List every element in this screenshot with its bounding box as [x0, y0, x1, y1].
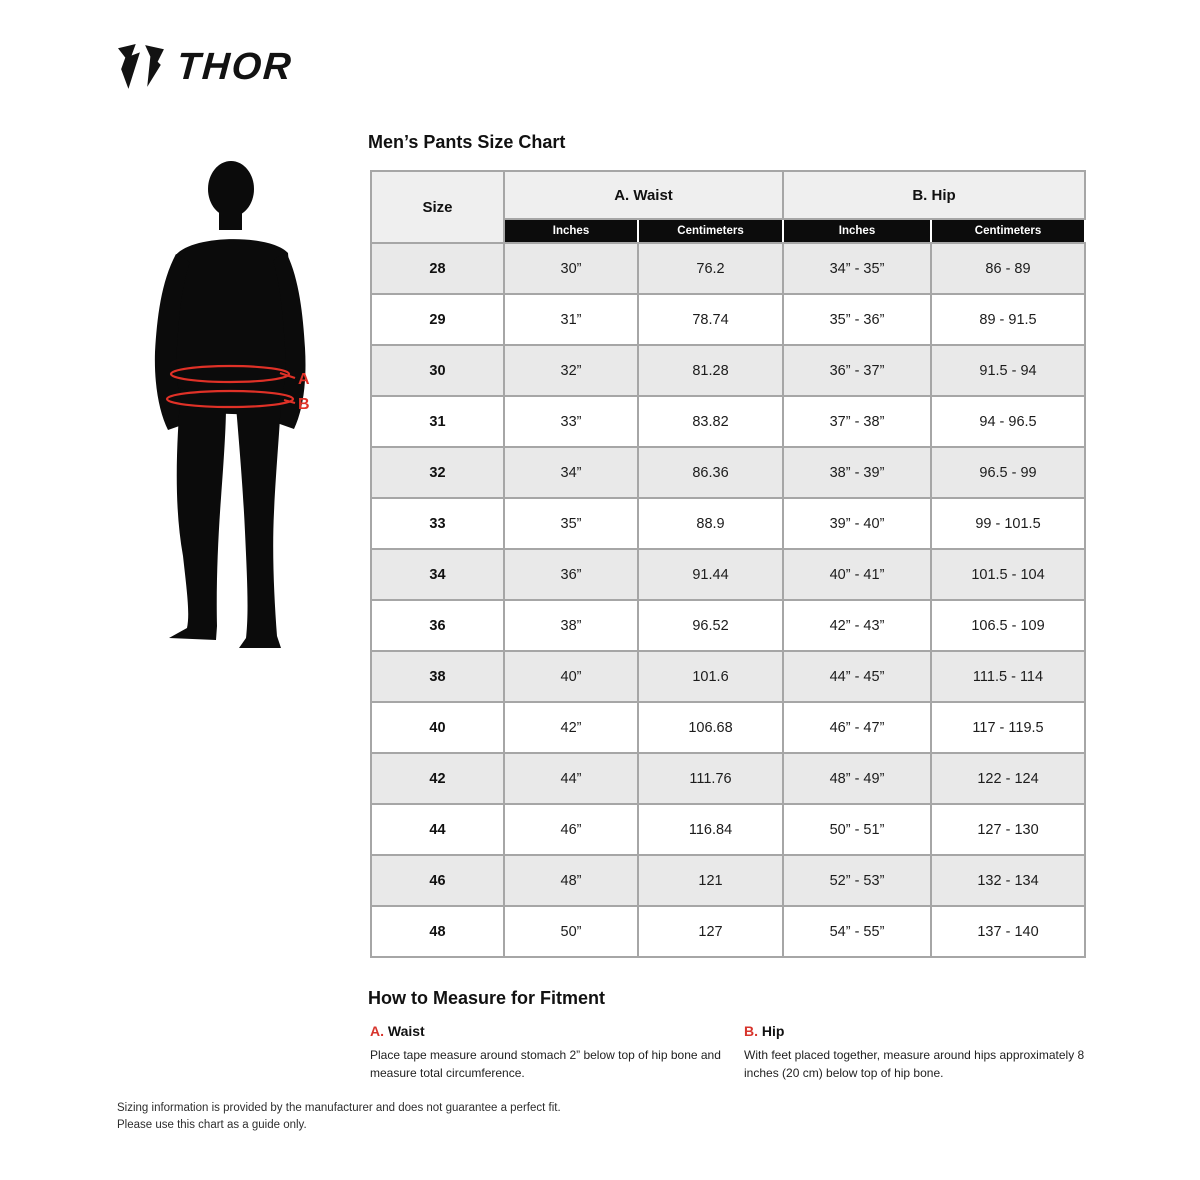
table-row — [371, 549, 1085, 600]
measure-item-waist — [370, 1023, 722, 1082]
cell-hip-centimeters: 86 - 89 — [931, 243, 1085, 294]
cell-waist-centimeters: 111.76 — [638, 753, 783, 804]
cell-hip-inches: 52” - 53” — [783, 855, 931, 906]
cell-hip-inches: 42” - 43” — [783, 600, 931, 651]
cell-hip-centimeters: 99 - 101.5 — [931, 498, 1085, 549]
cell-hip-inches: 48” - 49” — [783, 753, 931, 804]
table-row — [371, 396, 1085, 447]
howto-title: How to Measure for Fitment — [368, 988, 606, 1008]
subheader-waist-inches: Inches — [504, 219, 638, 243]
cell-waist-inches: 50” — [504, 906, 638, 957]
table-row — [371, 345, 1085, 396]
cell-waist-centimeters: 116.84 — [638, 804, 783, 855]
table-row — [371, 702, 1085, 753]
measure-letter-a: A. — [370, 1023, 384, 1039]
cell-waist-inches: 33” — [504, 396, 638, 447]
cell-hip-centimeters: 89 - 91.5 — [931, 294, 1085, 345]
table-row — [371, 447, 1085, 498]
cell-waist-centimeters: 106.68 — [638, 702, 783, 753]
cell-waist-centimeters: 81.28 — [638, 345, 783, 396]
cell-hip-inches: 46” - 47” — [783, 702, 931, 753]
cell-waist-centimeters: 127 — [638, 906, 783, 957]
cell-waist-inches: 42” — [504, 702, 638, 753]
cell-waist-centimeters: 83.82 — [638, 396, 783, 447]
cell-size: 38 — [371, 651, 504, 702]
cell-waist-centimeters: 96.52 — [638, 600, 783, 651]
cell-hip-centimeters: 117 - 119.5 — [931, 702, 1085, 753]
hip-label-b: B — [298, 396, 310, 413]
cell-hip-inches: 35” - 36” — [783, 294, 931, 345]
cell-hip-centimeters: 132 - 134 — [931, 855, 1085, 906]
cell-waist-inches: 48” — [504, 855, 638, 906]
cell-hip-inches: 36” - 37” — [783, 345, 931, 396]
table-row — [371, 294, 1085, 345]
cell-hip-centimeters: 94 - 96.5 — [931, 396, 1085, 447]
cell-hip-centimeters: 96.5 - 99 — [931, 447, 1085, 498]
cell-size: 42 — [371, 753, 504, 804]
cell-hip-inches: 40” - 41” — [783, 549, 931, 600]
cell-hip-inches: 34” - 35” — [783, 243, 931, 294]
cell-waist-inches: 30” — [504, 243, 638, 294]
cell-size: 40 — [371, 702, 504, 753]
cell-waist-inches: 46” — [504, 804, 638, 855]
brand-wordmark: THOR — [175, 46, 295, 88]
cell-hip-centimeters: 137 - 140 — [931, 906, 1085, 957]
cell-waist-inches: 34” — [504, 447, 638, 498]
cell-hip-centimeters: 91.5 - 94 — [931, 345, 1085, 396]
cell-waist-centimeters: 88.9 — [638, 498, 783, 549]
cell-waist-centimeters: 91.44 — [638, 549, 783, 600]
thor-claw-icon — [118, 42, 166, 92]
cell-size: 33 — [371, 498, 504, 549]
table-row — [371, 855, 1085, 906]
size-table-header — [371, 171, 1085, 243]
measure-name-hip: Hip — [761, 1023, 785, 1039]
cell-hip-centimeters: 111.5 - 114 — [931, 651, 1085, 702]
measure-name-waist: Waist — [387, 1023, 425, 1039]
cell-waist-centimeters: 78.74 — [638, 294, 783, 345]
waist-label-a: A — [298, 371, 310, 388]
cell-hip-centimeters: 122 - 124 — [931, 753, 1085, 804]
subheader-hip-inches: Inches — [783, 219, 931, 243]
cell-waist-centimeters: 76.2 — [638, 243, 783, 294]
cell-size: 46 — [371, 855, 504, 906]
table-row — [371, 906, 1085, 957]
cell-size: 48 — [371, 906, 504, 957]
male-silhouette-figure — [145, 156, 360, 661]
cell-waist-centimeters: 121 — [638, 855, 783, 906]
cell-waist-inches: 31” — [504, 294, 638, 345]
table-row — [371, 243, 1085, 294]
cell-hip-inches: 37” - 38” — [783, 396, 931, 447]
cell-waist-inches: 32” — [504, 345, 638, 396]
measure-desc-hip: With feet placed together, measure around hips approximately 8 inches (20 cm) below top of hip bone. — [744, 1048, 1085, 1080]
sizing-disclaimer-line2: Please use this chart as a guide only. — [117, 1119, 307, 1131]
cell-size: 44 — [371, 804, 504, 855]
cell-hip-inches: 54” - 55” — [783, 906, 931, 957]
cell-waist-inches: 36” — [504, 549, 638, 600]
table-row — [371, 651, 1085, 702]
cell-size: 36 — [371, 600, 504, 651]
cell-hip-inches: 38” - 39” — [783, 447, 931, 498]
column-header-waist: A. Waist — [504, 171, 783, 219]
table-row — [371, 753, 1085, 804]
cell-hip-inches: 44” - 45” — [783, 651, 931, 702]
cell-hip-centimeters: 127 - 130 — [931, 804, 1085, 855]
cell-size: 34 — [371, 549, 504, 600]
sizing-disclaimer — [117, 1100, 561, 1134]
measure-item-hip — [744, 1023, 1096, 1082]
measure-item-hip-heading — [744, 1023, 1096, 1039]
sizing-disclaimer-line1: Sizing information is provided by the manufacturer and does not guarantee a perfect fit. — [117, 1102, 561, 1114]
cell-waist-inches: 35” — [504, 498, 638, 549]
cell-hip-inches: 50” - 51” — [783, 804, 931, 855]
subheader-hip-centimeters: Centimeters — [931, 219, 1085, 243]
cell-waist-inches: 44” — [504, 753, 638, 804]
measure-desc-waist: Place tape measure around stomach 2” below top of hip bone and measure total circumference. — [370, 1048, 721, 1080]
cell-waist-centimeters: 86.36 — [638, 447, 783, 498]
measure-letter-b: B. — [744, 1023, 758, 1039]
column-header-hip: B. Hip — [783, 171, 1085, 219]
column-header-size: Size — [371, 171, 504, 243]
cell-waist-inches: 38” — [504, 600, 638, 651]
cell-waist-inches: 40” — [504, 651, 638, 702]
cell-hip-centimeters: 101.5 - 104 — [931, 549, 1085, 600]
cell-size: 28 — [371, 243, 504, 294]
cell-hip-inches: 39” - 40” — [783, 498, 931, 549]
brand-logo — [118, 42, 293, 92]
page-title: Men’s Pants Size Chart — [368, 132, 566, 152]
cell-size: 31 — [371, 396, 504, 447]
subheader-waist-centimeters: Centimeters — [638, 219, 783, 243]
cell-size: 30 — [371, 345, 504, 396]
measure-item-waist-heading — [370, 1023, 722, 1039]
cell-hip-centimeters: 106.5 - 109 — [931, 600, 1085, 651]
table-row — [371, 498, 1085, 549]
table-row — [371, 804, 1085, 855]
size-table-body — [371, 243, 1085, 957]
cell-size: 32 — [371, 447, 504, 498]
cell-size: 29 — [371, 294, 504, 345]
size-table — [370, 170, 1086, 958]
table-row — [371, 600, 1085, 651]
cell-waist-centimeters: 101.6 — [638, 651, 783, 702]
